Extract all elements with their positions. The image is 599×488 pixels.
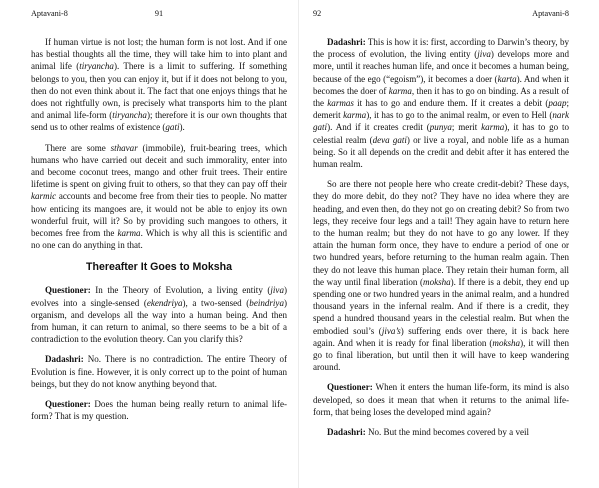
text-run: When it enters the human life-form, its mind is also developed, so does it mean that when it returns to the animal life-form, that being loses the developed mind again?	[313, 382, 569, 417]
italic-term: karma	[481, 122, 505, 133]
text-run: No. There is no contradiction. The entire Theory of Evolution is fine. However, it is only correct up to the point of human beings, but they do not know anything beyond that.	[31, 354, 287, 389]
italic-term: punya	[429, 122, 452, 133]
text-run: ) or live a royal, and noble life as a human being. So it all depends on the credit and debit after it has entered the human realm.	[313, 134, 569, 170]
italic-term: beindriya	[249, 297, 284, 308]
left-page-body	[31, 36, 287, 430]
text-run: ) suffering ends over there, it is back here again. And when it is ready for final liberation (	[313, 325, 569, 348]
text-run: There are some	[45, 142, 111, 153]
text-run: ; merit	[451, 122, 482, 133]
italic-term: karmic	[31, 191, 57, 202]
right-paragraphs	[313, 36, 569, 438]
paragraph	[31, 353, 287, 390]
left-paragraphs-after-heading	[31, 284, 287, 422]
text-run: , then it has to go on binding. As a result of the	[313, 85, 569, 109]
text-run: If human virtue is not lost; the human form is not lost. And if one has bestial thoughts all the time, they will take him to into plant and animal life (	[31, 37, 287, 72]
italic-term: karma	[343, 110, 367, 121]
paragraph	[313, 36, 569, 170]
right-running-header	[313, 9, 569, 19]
italic-term: jiva	[270, 285, 284, 296]
text-run: ), a two-sensed (	[182, 297, 250, 308]
speaker-label: Questioner:	[45, 399, 91, 410]
italic-term: jiva	[477, 49, 491, 60]
italic-term: sthavar	[110, 142, 138, 153]
italic-term: moksha	[423, 276, 451, 287]
paragraph	[313, 381, 569, 418]
italic-term: tiryancha	[79, 61, 114, 72]
text-run: . Which is why all this is scientific and no one can do anything in that.	[31, 228, 287, 251]
italic-term: karta	[497, 73, 517, 84]
section-heading: Thereafter It Goes to Moksha	[86, 261, 232, 274]
paragraph	[31, 398, 287, 422]
italic-term: nark gati	[313, 110, 569, 133]
text-run: ), it will then go to final liberation, but until then it will have to keep wandering around.	[313, 337, 569, 373]
italic-term: tiryancha	[112, 110, 147, 121]
italic-term: moksha	[492, 337, 521, 348]
text-run: ), it has to go to celestial realm (	[313, 122, 569, 145]
italic-term: jiva’s	[381, 325, 401, 336]
page-number: 92	[313, 9, 322, 18]
text-run: ; demerit	[313, 98, 569, 121]
left-running-header	[31, 9, 287, 19]
italic-term: gati	[165, 122, 180, 133]
paragraph	[31, 142, 287, 252]
text-run: Does the human being really return to animal life-form? That is my question.	[31, 399, 287, 422]
text-run: ). If there is a debit, they end up spending one or two hundred years in the animal realm, and a hundred thousand years in the infernal realm. And if there is a credit, they spend a hundred thousand years in the celestial realm. But when the embodied soul’s (	[313, 276, 569, 336]
paragraph	[313, 178, 569, 373]
text-run: it has to go and endure them. If it creates a debit (	[353, 98, 549, 109]
page-number: 91	[154, 9, 164, 18]
text-run: ), it has to go to the animal realm, or even to Hell (	[366, 110, 553, 121]
italic-term: deva gati	[372, 134, 407, 145]
speaker-label: Questioner:	[45, 285, 91, 296]
text-run: No. But the mind becomes covered by a veil	[365, 427, 530, 438]
text-run: ).	[179, 122, 185, 133]
book-title: Aptavani-8	[532, 9, 569, 18]
text-run: ) evolves into a single-sensed (	[31, 285, 287, 308]
speaker-label: Dadashri:	[327, 37, 366, 47]
left-page	[31, 0, 287, 488]
speaker-label: Questioner:	[327, 382, 373, 393]
text-run: ). There is a limit to suffering. If something belongs to you, then you can enjoy it, but if it does not belong to you, then do not even think about it. The fact that one enjoys things that he does not rightfully own, is precisely what transports him to the plant and animal life-form (	[31, 61, 287, 121]
text-run: ) develops more and more, until it reaches human life, and once it becomes a human being, because of the ego (“egoism”), it becomes a doer (	[313, 49, 569, 84]
speaker-label: Dadashri:	[327, 427, 366, 438]
text-run: accounts and become free from their ties to people. No matter how enticing its mangoes are, it would not be able to enjoy its own wonderful fruit, will it? So by providing such mangoes to others, it becomes free from the	[31, 191, 287, 239]
paragraph	[31, 36, 287, 134]
text-run: So are there not people here who create credit-debit? These days, they do more debit, do they not? They have no idea where they are heading, and even then, do they not go on creating debit? So from two legs, they receive four legs and a tail! They again have to return here to the human realm; but they do not have to go any lower. If they attain the human form once, they have to endure a period of one or two hundred years, before returning to the human realm again. Then they do not leave this human place. They retain their human form, all the way until final liberation (	[313, 179, 569, 287]
text-run: ). And when it becomes the doer of	[313, 73, 569, 96]
italic-term: ekendriya	[146, 297, 183, 308]
left-paragraphs	[31, 36, 287, 251]
page-gutter	[298, 0, 299, 488]
text-run: This is how it is: first, according to Darwin’s theory, by the process of evolution, the living entity (	[313, 37, 569, 60]
italic-term: karma	[388, 85, 412, 96]
text-run: In the Theory of Evolution, a living entity (	[90, 285, 271, 296]
text-run: ). And if it creates credit (	[327, 122, 430, 133]
right-page-body	[313, 36, 569, 446]
italic-term: paap	[548, 98, 567, 109]
text-run: ) organism, and develops all the way into a human being. And then from human, it can return to animal, so there seems to be a bit of a contradiction to the evolution theory. Can you clarify this?	[31, 297, 287, 345]
text-run: ); therefore it is our own thoughts that send us to other realms of existence (	[31, 110, 287, 133]
speaker-label: Dadashri:	[45, 354, 84, 365]
right-page	[313, 0, 569, 488]
paragraph	[313, 426, 569, 438]
text-run: (immobile), fruit-bearing trees, which humans who have carried out deceit and such immorality, enter into and become coconut trees, mango and other fruit trees. Their entire lifetime is spent on giving fruit to others, so that they can pay off their	[31, 142, 287, 190]
italic-term: karma	[117, 228, 141, 239]
italic-term: karmas	[327, 98, 354, 109]
book-title: Aptavani-8	[31, 9, 68, 18]
paragraph	[31, 284, 287, 345]
